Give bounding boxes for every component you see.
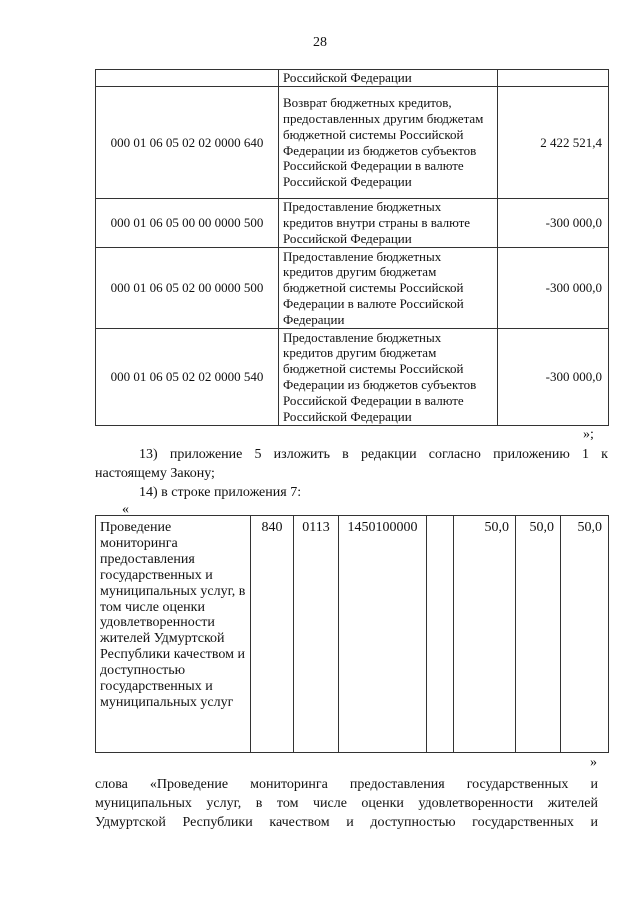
- ministry-code: 840: [251, 516, 294, 753]
- row-sum: -300 000,0: [498, 329, 609, 426]
- item-14: 14) в строке приложения 7:: [139, 485, 302, 500]
- opening-quote: «: [122, 502, 129, 517]
- final-line-2: муниципальных услуг, в том числе оценки удовлетворенности жителей: [95, 796, 598, 811]
- amount-year-3: 50,0: [561, 516, 609, 753]
- sources-table: [95, 69, 609, 426]
- appendix-7-row-table: [95, 515, 609, 753]
- closing-quote: »;: [583, 427, 594, 442]
- row-code: 000 01 06 05 02 00 0000 500: [96, 248, 279, 329]
- row-sum: -300 000,0: [498, 248, 609, 329]
- target-article-code: 1450100000: [339, 516, 427, 753]
- row-name: Предоставление бюджетных кредитов внутри страны в валюте Российской Федерации: [279, 199, 498, 248]
- table-row: [96, 516, 609, 753]
- row-sum: -300 000,0: [498, 199, 609, 248]
- row-name: Предоставление бюджетных кредитов другим бюджетам бюджетной системы Российской Федерации в валюте Российской Федерации: [279, 248, 498, 329]
- page-number: 28: [313, 35, 327, 50]
- row-code: [96, 70, 279, 87]
- final-line-3: Удмуртской Республики качеством и доступностью государственных и: [95, 815, 598, 830]
- amount-year-2: 50,0: [516, 516, 561, 753]
- table-row: [96, 87, 609, 199]
- final-line-1: слова «Проведение мониторинга предоставления государственных и: [95, 777, 598, 792]
- expense-description: Проведение мониторинга предоставления государственных и муниципальных услуг, в том числе оценки удовлетворенности жителей Удмуртской Республики качеством и доступностью государственных и муниципальных услуг: [96, 516, 251, 753]
- table-row: [96, 70, 609, 87]
- expense-type-code: [427, 516, 454, 753]
- item-13-line-1: 13) приложение 5 изложить в редакции согласно приложению 1 к: [139, 447, 608, 462]
- item-13-line-2: настоящему Закону;: [95, 466, 215, 481]
- closing-quote-2: »: [590, 755, 597, 770]
- row-sum: 2 422 521,4: [498, 87, 609, 199]
- table-row: [96, 199, 609, 248]
- table-row: [96, 248, 609, 329]
- row-name: Возврат бюджетных кредитов, предоставленных другим бюджетам бюджетной системы Российской Федерации из бюджетов субъектов Российской Федерации в валюте Российской Федерации: [279, 87, 498, 199]
- row-code: 000 01 06 05 00 00 0000 500: [96, 199, 279, 248]
- row-code: 000 01 06 05 02 02 0000 540: [96, 329, 279, 426]
- row-sum: [498, 70, 609, 87]
- row-code: 000 01 06 05 02 02 0000 640: [96, 87, 279, 199]
- table-row: [96, 329, 609, 426]
- section-code: 0113: [294, 516, 339, 753]
- amount-year-1: 50,0: [454, 516, 516, 753]
- row-name: Российской Федерации: [279, 70, 498, 87]
- row-name: Предоставление бюджетных кредитов другим бюджетам бюджетной системы Российской Федерации из бюджетов субъектов Российской Федерации в валюте Российской Федерации: [279, 329, 498, 426]
